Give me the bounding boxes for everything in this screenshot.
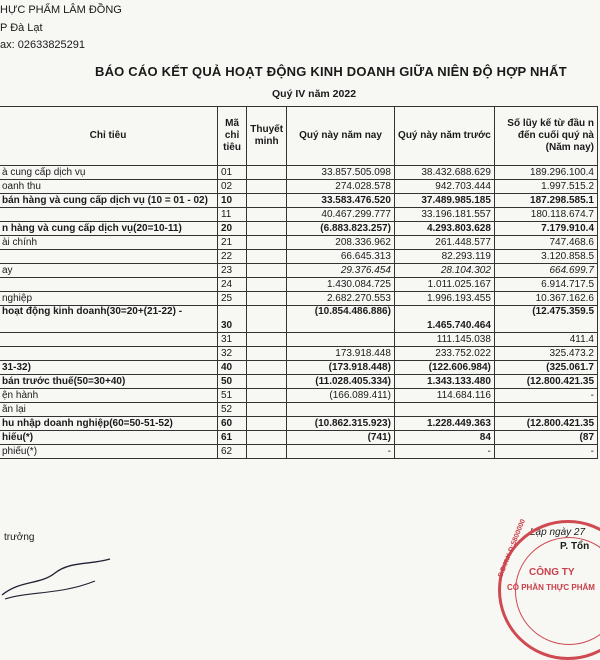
row-ytd: - (494, 445, 597, 459)
row-note (247, 264, 287, 278)
row-item: 31-32) (0, 361, 217, 375)
row-note (247, 431, 287, 445)
table-row (0, 236, 598, 250)
row-note (247, 292, 287, 306)
row-this-year: (11.028.405.334) (287, 375, 395, 389)
row-code: 20 (217, 222, 246, 236)
row-this-year: 208.336.962 (287, 236, 395, 250)
income-statement-table (0, 106, 598, 459)
row-code: 51 (217, 389, 246, 403)
table-row (0, 222, 598, 236)
seal-registration: S.Đ.K.K.D:5800000 (497, 518, 528, 579)
row-ytd: 10.367.162.6 (494, 292, 597, 306)
col-header-prev-year-text: Quý này năm trước (398, 130, 491, 141)
row-this-year: 40.467.299.777 (287, 208, 395, 222)
row-item (0, 347, 217, 361)
row-note (247, 347, 287, 361)
row-prev-year: 233.752.022 (394, 347, 494, 361)
row-this-year: 274.028.578 (287, 180, 395, 194)
row-this-year: 2.682.270.553 (287, 292, 395, 306)
row-prev-year: - (394, 445, 494, 459)
company-seal (498, 520, 600, 660)
row-this-year: (10.854.486.886) (287, 306, 395, 333)
row-item: oanh thu (0, 180, 217, 194)
col-header-this-year (287, 107, 395, 166)
row-this-year: 173.918.448 (287, 347, 395, 361)
row-prev-year: 1.996.193.455 (394, 292, 494, 306)
row-note (247, 208, 287, 222)
row-ytd: 187.298.585.1 (494, 194, 597, 208)
chief-accountant-label: trưởng (4, 532, 35, 543)
row-ytd: - (494, 389, 597, 403)
table-body (0, 166, 598, 459)
signer-name: P. Tổn (560, 541, 590, 552)
row-ytd: 180.118.674.7 (494, 208, 597, 222)
row-code: 40 (217, 361, 246, 375)
row-note (247, 333, 287, 347)
row-code: 50 (217, 375, 246, 389)
col-header-ytd (494, 107, 597, 166)
row-prev-year: 38.432.688.629 (394, 166, 494, 180)
row-prev-year: 82.293.119 (394, 250, 494, 264)
row-note (247, 222, 287, 236)
row-code: 52 (217, 403, 246, 417)
row-item: ài chính (0, 236, 217, 250)
row-this-year: (10.862.315.923) (287, 417, 395, 431)
row-note (247, 180, 287, 194)
col-header-note (247, 107, 287, 166)
row-prev-year: 261.448.577 (394, 236, 494, 250)
row-note (247, 445, 287, 459)
row-note (247, 236, 287, 250)
row-item: hiếu(*) (0, 431, 217, 445)
row-item: hu nhập doanh nghiệp(60=50-51-52) (0, 417, 217, 431)
row-code: 24 (217, 278, 246, 292)
row-this-year: 33.583.476.520 (287, 194, 395, 208)
row-code: 23 (217, 264, 246, 278)
table-row (0, 361, 598, 375)
row-code: 32 (217, 347, 246, 361)
row-code: 21 (217, 236, 246, 250)
row-note (247, 250, 287, 264)
row-item: bán hàng và cung cấp dịch vụ (10 = 01 - 02) (0, 194, 217, 208)
row-this-year: - (287, 445, 395, 459)
row-prev-year: 1.343.133.480 (394, 375, 494, 389)
row-code: 31 (217, 333, 246, 347)
row-note (247, 194, 287, 208)
row-item (0, 208, 217, 222)
row-item: ện hành (0, 389, 217, 403)
row-ytd: 325.473.2 (494, 347, 597, 361)
row-ytd: 7.179.910.4 (494, 222, 597, 236)
row-this-year: (166.089.411) (287, 389, 395, 403)
row-prev-year: 1.465.740.464 (394, 306, 494, 333)
row-item: hoạt động kinh doanh(30=20+(21-22) - (0, 306, 217, 333)
row-this-year: 29.376.454 (287, 264, 395, 278)
row-prev-year: 1.228.449.363 (394, 417, 494, 431)
row-ytd: (325.061.7 (494, 361, 597, 375)
row-ytd: 3.120.858.5 (494, 250, 597, 264)
row-ytd: 411.4 (494, 333, 597, 347)
row-code: 22 (217, 250, 246, 264)
row-ytd: (12.800.421.35 (494, 375, 597, 389)
row-prev-year: 37.489.985.185 (394, 194, 494, 208)
row-ytd (494, 403, 597, 417)
report-period: Quý IV năm 2022 (272, 88, 357, 100)
row-ytd: (87 (494, 431, 597, 445)
table-row (0, 445, 598, 459)
row-item: nghiệp (0, 292, 217, 306)
row-this-year: (173.918.448) (287, 361, 395, 375)
row-item: phiếu(*) (0, 445, 217, 459)
seal-company-name: CỔ PHẦN THỰC PHẨM (507, 583, 595, 592)
row-code: 30 (217, 306, 246, 333)
row-this-year: 1.430.084.725 (287, 278, 395, 292)
row-this-year: 66.645.313 (287, 250, 395, 264)
table-row (0, 375, 598, 389)
row-note (247, 403, 287, 417)
row-item (0, 333, 217, 347)
row-ytd: 6.914.717.5 (494, 278, 597, 292)
row-code: 62 (217, 445, 246, 459)
row-ytd: (12.475.359.5 (494, 306, 597, 333)
row-note (247, 361, 287, 375)
row-this-year: 33.857.505.098 (287, 166, 395, 180)
row-this-year: (6.883.823.257) (287, 222, 395, 236)
row-code: 25 (217, 292, 246, 306)
row-item (0, 250, 217, 264)
row-ytd: 1.997.515.2 (494, 180, 597, 194)
row-ytd: (12.800.421.35 (494, 417, 597, 431)
table-row (0, 431, 598, 445)
row-code: 60 (217, 417, 246, 431)
row-note (247, 306, 287, 333)
row-item: bán trước thuế(50=30+40) (0, 375, 217, 389)
row-prev-year: 114.684.116 (394, 389, 494, 403)
row-code: 11 (217, 208, 246, 222)
signature-scribble (0, 555, 120, 600)
row-ytd: 747.468.6 (494, 236, 597, 250)
row-prev-year: 942.703.444 (394, 180, 494, 194)
row-ytd: 189.296.100.4 (494, 166, 597, 180)
report-title: BÁO CÁO KẾT QUẢ HOẠT ĐỘNG KINH DOANH GIỮA NIÊN ĐỘ HỢP NHẤT (95, 64, 567, 79)
col-header-ytd-text: Số lũy kế từ đầu n đến cuối quý nà (Năm nay) (507, 118, 594, 153)
seal-company-label: CÔNG TY (529, 567, 575, 578)
table-row (0, 194, 598, 208)
col-header-prev-year (394, 107, 494, 166)
row-code: 10 (217, 194, 246, 208)
table-row (0, 347, 598, 361)
table-row (0, 417, 598, 431)
table-row (0, 166, 598, 180)
row-item: n hàng và cung cấp dịch vụ(20=10-11) (0, 222, 217, 236)
row-note (247, 278, 287, 292)
row-item: ãn lại (0, 403, 217, 417)
col-header-note-text: Thuyết minh (250, 124, 284, 147)
table-row (0, 389, 598, 403)
table-row (0, 264, 598, 278)
table-row (0, 292, 598, 306)
row-note (247, 166, 287, 180)
row-prev-year: 111.145.038 (394, 333, 494, 347)
row-item: à cung cấp dịch vụ (0, 166, 217, 180)
row-prev-year (394, 403, 494, 417)
table-row (0, 208, 598, 222)
table-row (0, 278, 598, 292)
row-prev-year: 33.196.181.557 (394, 208, 494, 222)
row-item (0, 278, 217, 292)
row-note (247, 417, 287, 431)
company-name: HỰC PHẨM LÂM ĐỒNG (0, 4, 122, 16)
table-row (0, 333, 598, 347)
row-prev-year: (122.606.984) (394, 361, 494, 375)
row-note (247, 389, 287, 403)
row-note (247, 375, 287, 389)
row-code: 01 (217, 166, 246, 180)
row-prev-year: 1.011.025.167 (394, 278, 494, 292)
row-item: ay (0, 264, 217, 278)
row-this-year (287, 403, 395, 417)
row-this-year (287, 333, 395, 347)
row-prev-year: 4.293.803.628 (394, 222, 494, 236)
row-this-year: (741) (287, 431, 395, 445)
col-header-code (217, 107, 246, 166)
table-row (0, 306, 598, 333)
col-header-code-text: Mã chỉ tiêu (223, 118, 241, 153)
col-header-this-year-text: Quý này năm nay (299, 130, 382, 141)
row-prev-year: 28.104.302 (394, 264, 494, 278)
row-ytd: 664.699.7 (494, 264, 597, 278)
table-row (0, 180, 598, 194)
company-city: P Đà Lạt (0, 22, 43, 34)
table-row (0, 250, 598, 264)
row-code: 02 (217, 180, 246, 194)
row-prev-year: 84 (394, 431, 494, 445)
col-header-item: Chỉ tiêu (0, 107, 217, 166)
company-fax: ax: 02633825291 (0, 39, 86, 51)
row-code: 61 (217, 431, 246, 445)
prepared-date: Lập ngày 27 (530, 527, 586, 538)
table-row (0, 403, 598, 417)
